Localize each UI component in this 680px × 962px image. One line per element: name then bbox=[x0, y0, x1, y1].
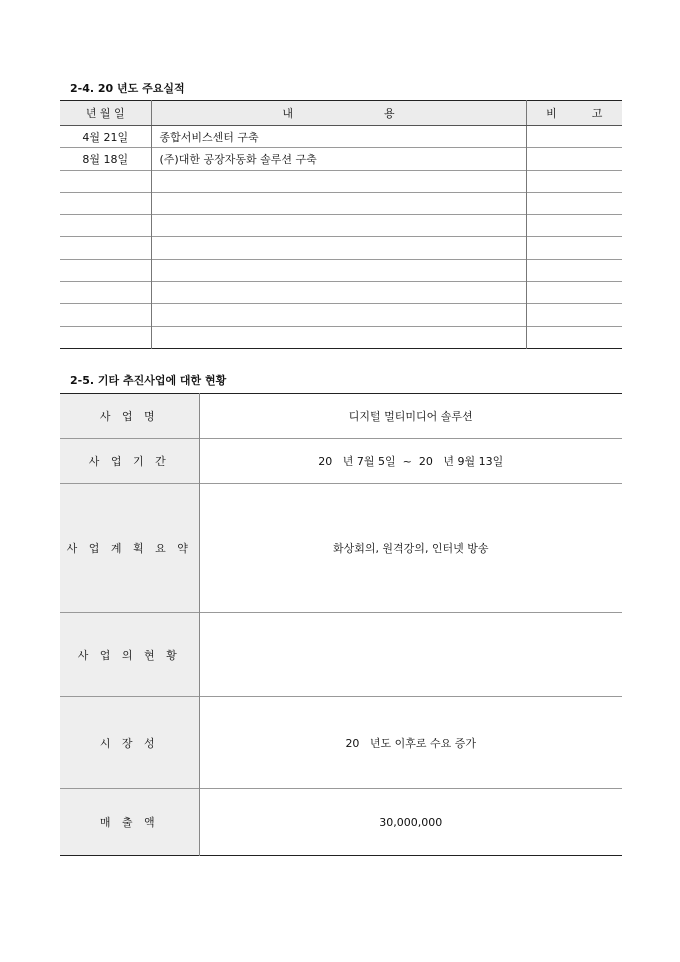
content-cell bbox=[151, 259, 526, 281]
table-row bbox=[60, 215, 622, 237]
row-label: 사 업 명 bbox=[60, 394, 199, 439]
note-cell bbox=[526, 192, 622, 214]
row-value: 20 년도 이후로 수요 증가 bbox=[199, 697, 622, 789]
note-cell bbox=[526, 259, 622, 281]
project-info-row bbox=[60, 613, 622, 697]
table-row bbox=[60, 126, 622, 148]
date-cell bbox=[60, 326, 151, 348]
date-cell bbox=[60, 304, 151, 326]
table-row bbox=[60, 259, 622, 281]
date-cell bbox=[60, 192, 151, 214]
table-row bbox=[60, 148, 622, 170]
header-date: 년 월 일 bbox=[60, 101, 151, 126]
project-info-row bbox=[60, 394, 622, 439]
date-cell bbox=[60, 259, 151, 281]
achievements-table bbox=[60, 100, 622, 349]
row-value: 화상회의, 원격강의, 인터넷 방송 bbox=[199, 484, 622, 613]
note-cell bbox=[526, 170, 622, 192]
note-cell bbox=[526, 126, 622, 148]
date-cell: 4월 21일 bbox=[60, 126, 151, 148]
row-value: 30,000,000 bbox=[199, 789, 622, 856]
project-info-row bbox=[60, 789, 622, 856]
row-label: 사 업 의 현 황 bbox=[60, 613, 199, 697]
table-row bbox=[60, 237, 622, 259]
content-cell bbox=[151, 215, 526, 237]
table-row bbox=[60, 326, 622, 348]
content-cell bbox=[151, 170, 526, 192]
content-cell bbox=[151, 192, 526, 214]
project-info-row bbox=[60, 697, 622, 789]
note-cell bbox=[526, 237, 622, 259]
other-projects-table bbox=[60, 393, 622, 856]
note-cell bbox=[526, 215, 622, 237]
table-row bbox=[60, 170, 622, 192]
note-cell bbox=[526, 148, 622, 170]
date-cell bbox=[60, 237, 151, 259]
table-row bbox=[60, 192, 622, 214]
project-info-row bbox=[60, 484, 622, 613]
table-row bbox=[60, 282, 622, 304]
content-cell bbox=[151, 282, 526, 304]
content-cell bbox=[151, 304, 526, 326]
content-cell bbox=[151, 326, 526, 348]
note-cell bbox=[526, 304, 622, 326]
note-cell bbox=[526, 282, 622, 304]
date-cell bbox=[60, 170, 151, 192]
table-row bbox=[60, 304, 622, 326]
table-header-row bbox=[60, 101, 622, 126]
date-cell: 8월 18일 bbox=[60, 148, 151, 170]
header-content: 내 용 bbox=[151, 101, 526, 126]
row-label: 사 업 계 획 요 약 bbox=[60, 484, 199, 613]
date-cell bbox=[60, 215, 151, 237]
row-label: 사 업 기 간 bbox=[60, 439, 199, 484]
content-cell bbox=[151, 237, 526, 259]
content-cell: 종합서비스센터 구축 bbox=[151, 126, 526, 148]
header-note: 비 고 bbox=[526, 101, 622, 126]
row-value bbox=[199, 613, 622, 697]
row-value: 20 년 7월 5일 ~ 20 년 9월 13일 bbox=[199, 439, 622, 484]
row-label: 매 출 액 bbox=[60, 789, 199, 856]
note-cell bbox=[526, 326, 622, 348]
date-cell bbox=[60, 282, 151, 304]
row-value: 디지털 멀티미디어 솔루션 bbox=[348, 410, 473, 423]
section-title-other-projects: 2-5. 기타 추진사업에 대한 현황 bbox=[70, 374, 227, 387]
project-info-row bbox=[60, 439, 622, 484]
section-title-achievements: 2-4. 20 년도 주요실적 bbox=[70, 82, 185, 95]
row-label: 시 장 성 bbox=[60, 697, 199, 789]
content-cell: (주)대한 공장자동화 솔루션 구축 bbox=[151, 148, 526, 170]
